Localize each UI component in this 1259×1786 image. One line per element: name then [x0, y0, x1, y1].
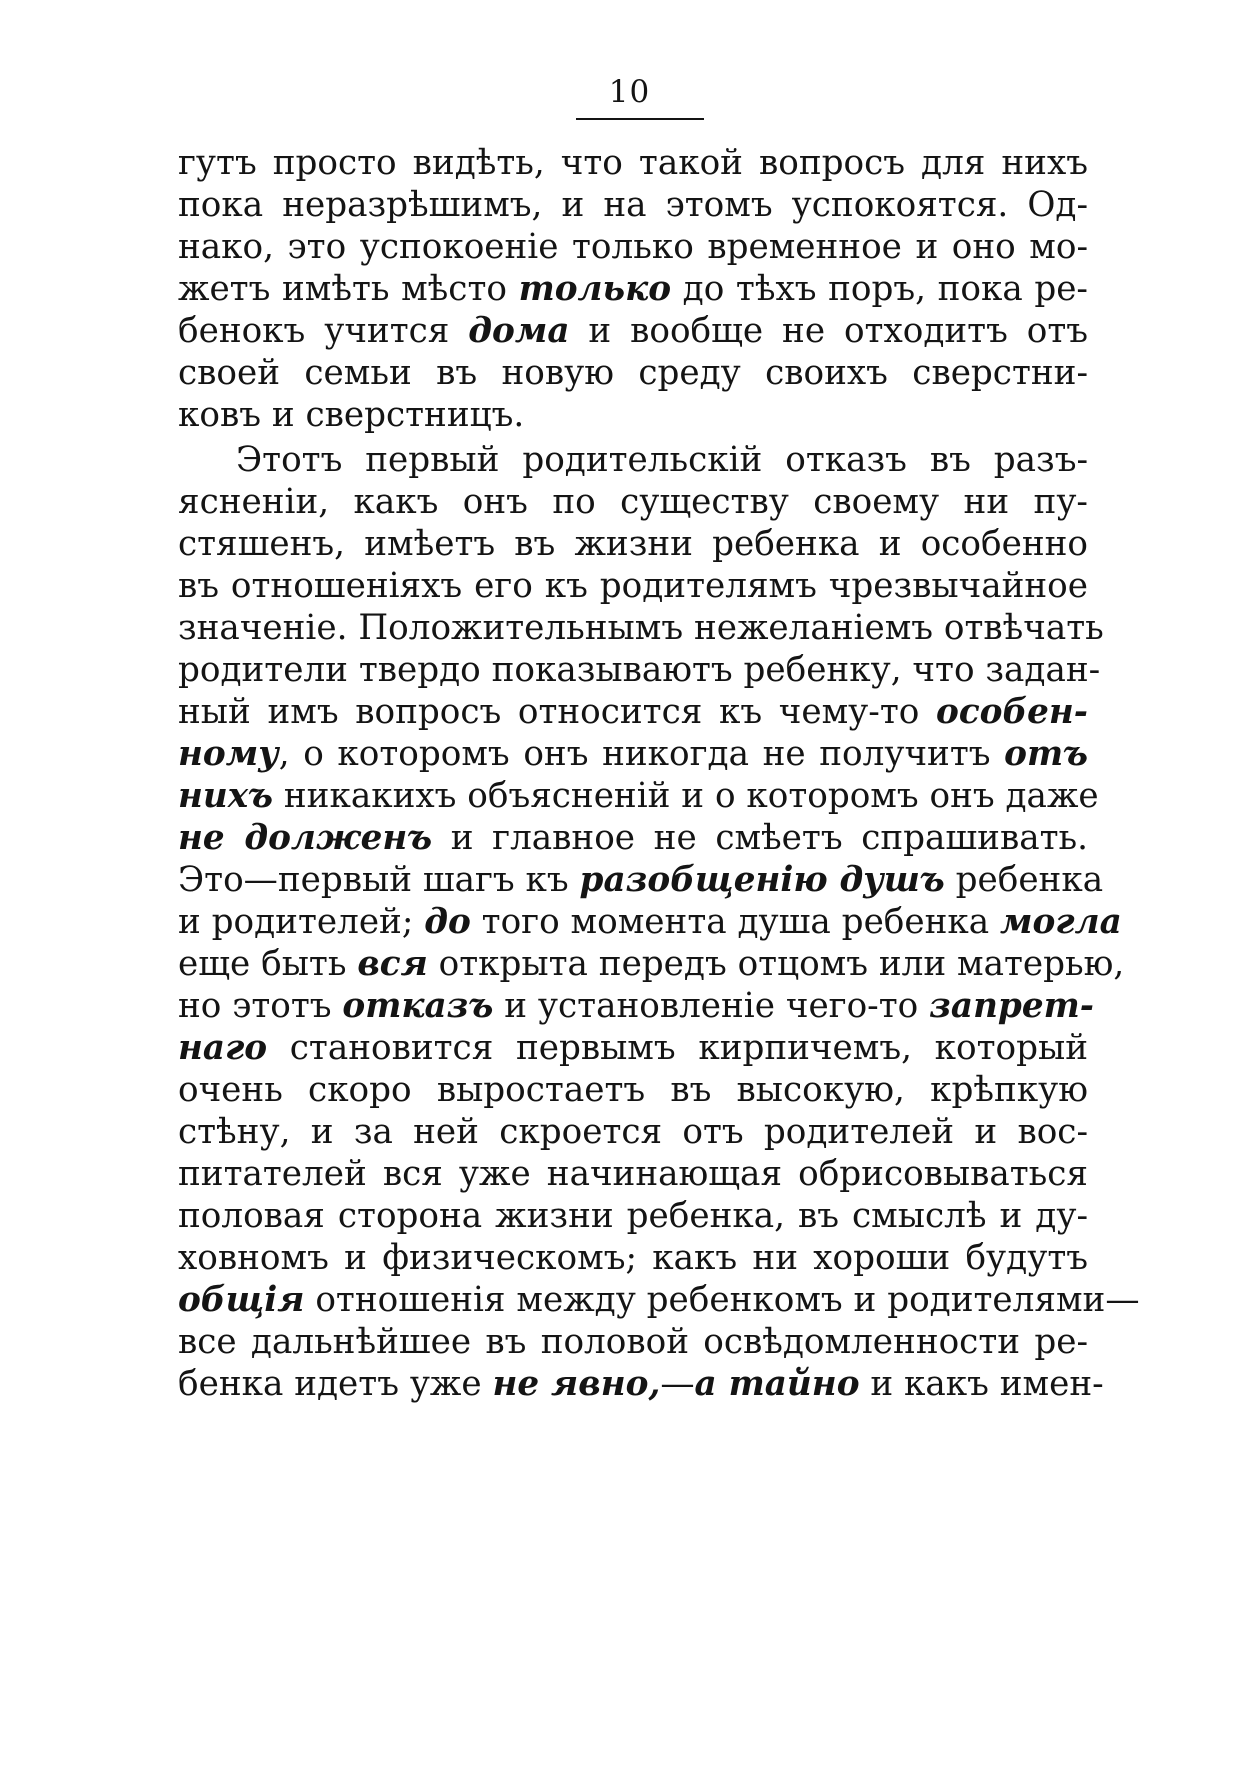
text-line [178, 140, 1088, 186]
emphasized-text: не явно, [492, 1364, 661, 1404]
text-line [178, 983, 1094, 1029]
emphasized-text: общія [178, 1280, 305, 1320]
text-segment: бенка идетъ уже [178, 1364, 493, 1404]
text-line [178, 1361, 1104, 1407]
text-segment: своей семьи въ новую среду своихъ сверстни- [178, 353, 1088, 393]
text-line [178, 1277, 1140, 1323]
text-line [178, 605, 1104, 651]
text-segment: и главное не смѣетъ спрашивать. [432, 818, 1088, 858]
text-segment: все дальнѣйшее въ половой освѣдомленности ре- [178, 1322, 1088, 1362]
text-line [178, 1151, 1088, 1197]
text-line [178, 1025, 1088, 1071]
text-segment: до тѣхъ поръ, пока ре- [671, 269, 1088, 309]
text-segment: очень скоро выростаетъ въ высокую, крѣпкую [178, 1070, 1088, 1110]
text-line [178, 1319, 1088, 1365]
text-segment: отношенія между ребенкомъ и родителями— [304, 1280, 1140, 1320]
text-line [178, 521, 1088, 567]
page-number-rule [576, 118, 704, 120]
text-segment: , о которомъ онъ никогда не получитъ [278, 734, 1005, 774]
text-segment: питателей вся уже начинающая обрисовываться [178, 1154, 1088, 1194]
text-segment: стѣну, и за ней скроется отъ родителей и вос- [178, 1112, 1088, 1152]
text-line [178, 563, 1088, 609]
text-segment: но этотъ [178, 986, 343, 1026]
emphasized-text: разобщенію душъ [579, 860, 945, 900]
emphasized-text: запрет- [929, 986, 1094, 1026]
emphasized-text: до [424, 902, 471, 942]
text-segment: открыта передъ отцомъ или матерью, [427, 944, 1125, 984]
text-line [178, 350, 1088, 396]
text-line [178, 1067, 1088, 1113]
text-segment: Это—первый шагъ къ [178, 860, 580, 900]
text-segment: ясненіи, какъ онъ по существу своему ни пу- [178, 482, 1088, 522]
text-line [178, 647, 1101, 693]
text-segment: и установленіе чего-то [493, 986, 930, 1026]
emphasized-text: отказъ [342, 986, 494, 1026]
emphasized-text: дома [468, 311, 570, 351]
text-line [178, 479, 1088, 525]
emphasized-text: только [518, 269, 672, 309]
emphasized-text: могла [1000, 902, 1122, 942]
text-segment: Этотъ первый родительскій отказъ въ разъ- [236, 440, 1088, 480]
text-segment: нако, это успокоеніе только временное и оно мо- [178, 227, 1088, 267]
emphasized-text: нихъ [178, 776, 274, 816]
text-segment: пока неразрѣшимъ, и на этомъ успокоятся. Од- [178, 185, 1088, 225]
text-segment: и какъ имен- [859, 1364, 1104, 1404]
emphasized-text: особен- [936, 692, 1088, 732]
paragraph-first-line [236, 437, 1088, 483]
text-line [178, 731, 1088, 777]
text-segment: бенокъ учится [178, 311, 469, 351]
text-segment: половая сторона жизни ребенка, въ смыслѣ и ду- [178, 1196, 1088, 1236]
text-line [178, 182, 1088, 228]
text-segment: родители твердо показываютъ ребенку, что задан- [178, 650, 1101, 690]
emphasized-text: не долженъ [178, 818, 433, 858]
text-segment: ный имъ вопросъ относится къ чему-то [178, 692, 937, 732]
emphasized-text: ному [178, 734, 279, 774]
text-segment: стяшенъ, имѣетъ въ жизни ребенка и особенно [178, 524, 1088, 564]
text-segment: — [660, 1364, 695, 1404]
text-segment: въ отношеніяхъ его къ родителямъ чрезвычайное [178, 566, 1088, 606]
emphasized-text: наго [178, 1028, 268, 1068]
text-line [178, 815, 1088, 861]
emphasized-text: вся [357, 944, 428, 984]
text-line [178, 266, 1088, 312]
page-number: 10 [608, 74, 651, 110]
text-line [178, 392, 1088, 438]
text-segment: гутъ просто видѣть, что такой вопросъ для нихъ [178, 143, 1088, 183]
emphasized-text: отъ [1004, 734, 1088, 774]
text-segment: ребенка [944, 860, 1104, 900]
text-line [178, 1109, 1088, 1155]
text-segment: и вообще не отходитъ отъ [569, 311, 1088, 351]
text-segment: того момента душа ребенка [470, 902, 1001, 942]
text-line [178, 689, 1088, 735]
text-segment: ховномъ и физическомъ; какъ ни хороши будутъ [178, 1238, 1088, 1278]
text-line [178, 224, 1088, 270]
text-segment: еще быть [178, 944, 358, 984]
text-segment: значеніе. Положительнымъ нежеланіемъ отвѣчать [178, 608, 1104, 648]
text-line [178, 899, 1122, 945]
text-line [178, 773, 1099, 819]
text-segment: никакихъ объясненій и о которомъ онъ даже [273, 776, 1099, 816]
text-line [178, 1193, 1088, 1239]
text-segment: и родителей; [178, 902, 425, 942]
text-line [178, 941, 1125, 987]
emphasized-text: а тайно [694, 1364, 860, 1404]
text-segment: ковъ и сверстницъ. [178, 395, 525, 435]
text-line [178, 1235, 1088, 1281]
text-segment: становится первымъ кирпичемъ, который [267, 1028, 1088, 1068]
text-line [178, 308, 1088, 354]
text-line [178, 857, 1104, 903]
text-segment: жетъ имѣть мѣсто [178, 269, 519, 309]
